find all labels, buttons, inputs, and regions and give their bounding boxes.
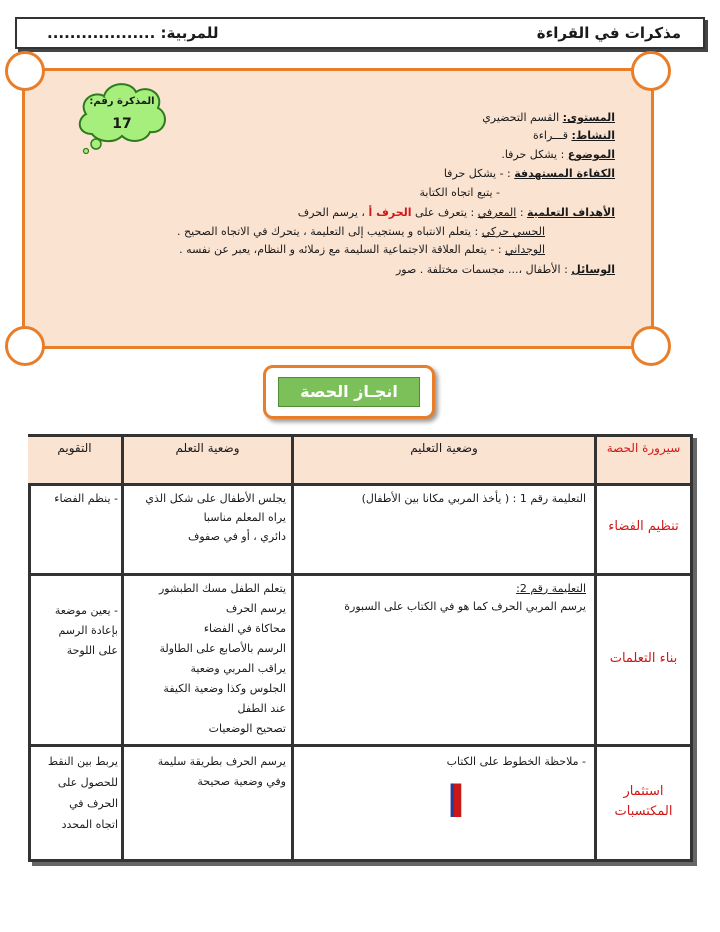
corner-notch [631, 51, 671, 91]
evaluation-line: يربط بين النقط [47, 755, 118, 768]
teacher-field: للمربية: ................... [47, 24, 219, 42]
learning-line: يتعلم الطفل مسك الطبشور [159, 582, 286, 595]
evaluation-line: للحصول على [57, 776, 118, 789]
session-title: انجـاز الحصة [278, 377, 420, 407]
info-competence: الكفاءة المستهدفة : - يشكل حرفا [443, 167, 615, 180]
learning-line: يرسم الحرف [225, 602, 286, 615]
learning-line: يراه المعلم مناسبا [203, 511, 286, 524]
learning-line: يرسم الحرف بطريقة سليمة [157, 755, 286, 768]
grid-line [121, 437, 124, 859]
header-process: سيرورة الحصة [597, 437, 690, 483]
evaluation-line: بإعادة الرسم [58, 624, 118, 637]
info-competence-2: - يتبع اتجاه الكتابة [419, 186, 500, 199]
grid-line [31, 483, 690, 486]
evaluation-line: - ينظم الفضاء [54, 492, 118, 505]
grid-line [31, 573, 690, 576]
header-teaching: وضعية التعليم [294, 437, 594, 483]
teaching-line: التعليمة رقم 2: [516, 582, 586, 595]
corner-notch [5, 51, 45, 91]
learning-line: محاكاة في الفضاء [203, 622, 286, 635]
info-objectives: الأهداف التعلمية : المعرفي : يتعرف على الحرف أ ، يرسم الحرف [297, 206, 615, 219]
page-header [15, 17, 705, 49]
cloud-icon [72, 76, 172, 154]
evaluation-line: - يعين موضعة [54, 604, 118, 617]
info-topic: الموضوع : يشكل حرفا. [501, 148, 615, 161]
teaching-line: التعليمة رقم 1 : ( يأخذ المربي مكانا بين الأطفال) [361, 492, 586, 505]
lesson-table [28, 434, 693, 862]
learning-line: عند الطفل [237, 702, 286, 715]
teaching-line: - ملاحظة الخطوط على الكتاب [446, 755, 586, 768]
learning-line: الجلوس وكذا وضعية الكيفة [163, 682, 286, 695]
phase-label: استثمار المكتسبات [614, 784, 673, 819]
corner-notch [5, 326, 45, 366]
letter-alif: ا [449, 777, 465, 828]
info-level: المستوى: القسم التحضيري [482, 111, 615, 124]
page-title: مذكرات في القراءة [536, 24, 681, 42]
phase-label: بناء التعلمات [609, 651, 678, 666]
memo-cloud [72, 76, 172, 154]
evaluation-line: الحرف في [69, 797, 118, 810]
memo-label: المذكرة رقم: [89, 96, 155, 107]
evaluation-line: على اللوحة [66, 644, 118, 657]
header-evaluation: التقويم [28, 437, 121, 483]
learning-line: تصحيح الوضعيات [208, 722, 286, 735]
phase-label: تنظيم الفضاء [608, 519, 679, 534]
learning-line: يراقب المربي وضعية [190, 662, 286, 675]
grid-line [31, 744, 690, 747]
info-means: الوسائل : الأطفال ،... مجسمات مختلفة . صور [395, 263, 615, 276]
corner-notch [631, 326, 671, 366]
header-learning: وضعية التعلم [124, 437, 291, 483]
teaching-line: يرسم المربي الحرف كما هو في الكتاب على السبورة [344, 600, 586, 613]
memo-number: 17 [112, 116, 132, 132]
info-affective: الوجداني : - يتعلم العلاقة الاجتماعية السليمة مع زملائه و النظام، يعبر عن نفسه . [179, 243, 545, 256]
grid-line [291, 437, 294, 859]
learning-line: وفي وضعية صحيحة [197, 775, 286, 788]
learning-line: الرسم بالأصابع على الطاولة [159, 642, 286, 655]
info-psychomotor: الحسي حركي : يتعلم الانتباه و يستجيب إلى التعليمة ، يتحرك في الاتجاه الصحيح . [177, 225, 545, 238]
info-activity: النشاط: قـــراءة [532, 129, 615, 142]
session-title-frame [263, 365, 435, 419]
learning-line: دائري ، أو في صفوف [187, 530, 286, 543]
learning-line: يجلس الأطفال على شكل الذي [145, 492, 286, 505]
evaluation-line: اتجاه المحدد [61, 818, 118, 831]
